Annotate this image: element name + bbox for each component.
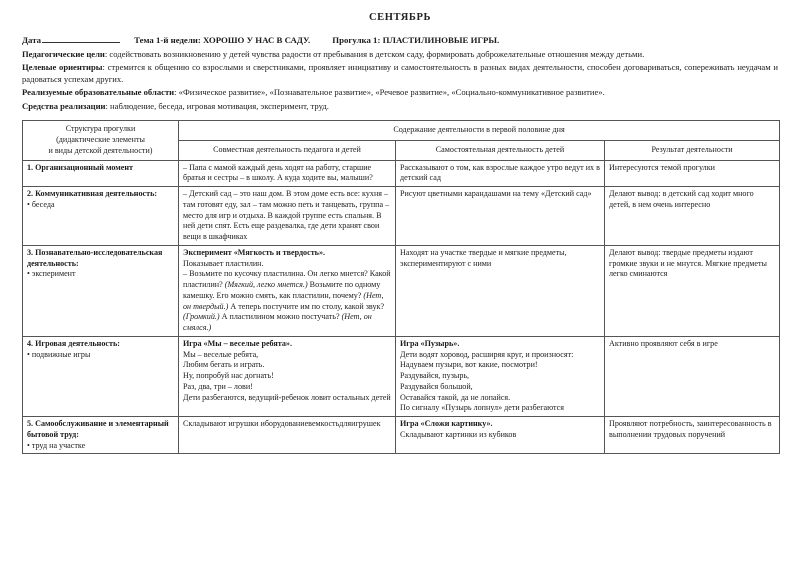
structure-subitem: • беседа <box>27 199 55 209</box>
cell-independent-activity <box>396 160 605 187</box>
meta-text: : наблюдение, беседа, игровая мотивация, эксперимент, труд. <box>105 100 329 111</box>
joint-text: – Детский сад – это наш дом. В этом доме есть все: кухня – там готовят еду, зал – там можно петь и танцевать, группа – место для игр и отдыха. В каждой группе есть спальня. В ней дети спят. Есть еще раздевалка, где дети хранят свои вещи в шкафчиках <box>183 189 390 242</box>
result-text: Проявляют потребность, заинтересованность в выполнении трудовых поручений <box>609 419 772 439</box>
result-text: Активно проявляют себя в игре <box>609 338 718 348</box>
structure-subitem: • подвижные игры <box>27 349 91 359</box>
meta-line-educational-areas <box>22 87 778 99</box>
meta-label: Средства реализации <box>22 100 106 111</box>
cell-independent-activity <box>396 336 605 416</box>
meta-line-target-guidelines <box>22 62 778 86</box>
independent-text: Дети водят хоровод, расширяя круг, и произносят: <box>400 349 574 359</box>
date-theme-row <box>22 33 778 46</box>
cell-joint-activity <box>179 336 396 416</box>
structure-subitem: • труд на участке <box>27 440 86 450</box>
result-text: Делают вывод: твердые предметы издают громкие звуки и не мнутся. Мягкие предметы легко сминаются <box>609 247 767 279</box>
independent-text: Раздувайся, пузырь, <box>400 371 470 381</box>
header-structure-line-2: (дидактические элементы <box>56 135 145 145</box>
independent-text: Складывают картинки из кубиков <box>400 429 517 439</box>
document-metadata <box>22 33 778 112</box>
meta-line-pedagogical-goals <box>22 49 778 61</box>
independent-text: Надуваем пузыри, вот какие, посмотри! <box>400 360 538 370</box>
joint-text: – Возьмите по кусочку пластилина. Он легко мнется? Какой пластилин? (Мягкий, легко мнется.) Возьмите по одному камешку. Его можно смять, как пластилин, почему? (Нет, он твердый.) А теперь постучите им по столу, какой звук? (Громкий.) А пластилином можно постучать? (Нет, он смялся.) <box>183 269 391 333</box>
cell-result <box>605 187 780 246</box>
cell-structure <box>23 417 179 454</box>
week-theme: Тема 1-й недели: ХОРОШО У НАС В САДУ. <box>134 35 311 45</box>
cell-structure <box>23 160 179 187</box>
table-row <box>23 160 780 187</box>
meta-text: : «Физическое развитие», «Познавательное развитие», «Речевое развитие», «Социально-коммуникативное развитие». <box>174 87 605 98</box>
table-row <box>23 417 780 454</box>
cell-joint-activity <box>179 417 396 454</box>
date-input-blank[interactable] <box>42 33 120 43</box>
cell-joint-activity <box>179 160 396 187</box>
structure-title: 1. Организационный момент <box>27 162 133 172</box>
cell-independent-activity <box>396 245 605 336</box>
document-page <box>0 12 800 571</box>
joint-verse-line: Ну, попробуй нас догнать! <box>183 371 274 381</box>
table-row <box>23 187 780 246</box>
cell-joint-activity <box>179 245 396 336</box>
header-cell-result: Результат деятельности <box>605 141 780 161</box>
cell-structure <box>23 336 179 416</box>
meta-label: Реализуемые образовательные области <box>22 87 175 98</box>
meta-text: : стремится к общению со взрослыми и сверстниками, проявляет инициативу и самостоятельность в разных видах деятельности, способен договариваться, сопереживать неудачам и радоваться успехам других. <box>22 61 779 84</box>
structure-title: 4. Игровая деятельность: <box>27 338 120 348</box>
result-text: Делают вывод: в детский сад ходит много детей, в нем очень интересно <box>609 189 754 209</box>
independent-text: Оставайся такой, да не лопайся. <box>400 392 511 402</box>
header-structure-line-1: Структура прогулки <box>65 124 136 134</box>
independent-text: Рассказывают о том, как взрослые каждое утро ведут их в детский сад <box>400 162 600 183</box>
cell-structure <box>23 245 179 336</box>
independent-text: Рисуют цветными карандашами на тему «Детский сад» <box>400 189 592 199</box>
meta-label: Педагогические цели <box>22 48 105 59</box>
page-title: СЕНТЯБРЬ <box>368 12 432 23</box>
meta-line-implementation-means <box>22 101 778 113</box>
header-cell-structure <box>23 121 179 160</box>
walk-plan-table <box>22 120 780 454</box>
independent-heading: Игра «Сложи картинку». <box>400 419 493 429</box>
meta-text: : содействовать возникновению у детей чувства радости от пребывания в детском саду, формировать доброжелательные отношения между детьми. <box>104 48 645 59</box>
joint-text: Складывают игрушки иборудованиевемкостьдляигрушек <box>183 419 381 429</box>
cell-result <box>605 336 780 416</box>
independent-text: Раздувайся большой, <box>400 381 473 391</box>
header-cell-content-group: Содержание деятельности в первой половине дня <box>179 121 780 141</box>
cell-joint-activity <box>179 187 396 246</box>
table-header-row-1 <box>23 121 780 141</box>
table-row <box>23 336 780 416</box>
date-label: Дата <box>22 35 42 45</box>
structure-title: 5. Самообслуживание и элементарный бытовой труд: <box>27 419 169 439</box>
header-cell-joint-activity: Совместная деятельность педагога и детей <box>179 141 396 161</box>
cell-result <box>605 160 780 187</box>
joint-verse-line: Любим бегать и играть. <box>183 360 265 370</box>
joint-text: – Папа с мамой каждый день ходят на работу, старшие братья и сестры – в школу. А куда ходите вы, малыши? <box>183 162 373 183</box>
joint-heading: Эксперимент «Мягкость и твердость». <box>183 247 326 257</box>
header-cell-independent-activity: Самостоятельная деятельность детей <box>396 141 605 161</box>
structure-subitem: • эксперимент <box>27 269 76 279</box>
result-text: Интересуются темой прогулки <box>609 162 715 172</box>
walk-title: Прогулка 1: ПЛАСТИЛИНОВЫЕ ИГРЫ. <box>332 35 500 45</box>
cell-result <box>605 417 780 454</box>
cell-structure <box>23 187 179 246</box>
joint-text: Показывает пластилин. <box>183 258 264 268</box>
joint-text: Дети разбегаются, ведущий-ребенок ловит остальных детей <box>183 392 391 402</box>
structure-title: 2. Коммуникативная деятельность: <box>27 189 158 199</box>
table-row <box>23 245 780 336</box>
cell-result <box>605 245 780 336</box>
header-structure-line-3: и виды детской деятельности) <box>48 145 153 155</box>
cell-independent-activity <box>396 187 605 246</box>
structure-title: 3. Познавательно-исследовательская деятельность: <box>27 247 163 268</box>
independent-heading: Игра «Пузырь». <box>400 338 460 348</box>
independent-text: По сигналу «Пузырь лопнул» дети разбегаются <box>400 403 564 413</box>
joint-heading: Игра «Мы – веселые ребята». <box>183 338 292 348</box>
independent-text: Находят на участке твердые и мягкие предметы, экспериментируют с ними <box>400 247 567 268</box>
meta-label: Целевые ориентиры <box>22 61 103 72</box>
joint-verse-line: Мы – веселые ребята, <box>183 349 259 359</box>
cell-independent-activity <box>396 417 605 454</box>
joint-verse-line: Раз, два, три – лови! <box>183 381 253 391</box>
